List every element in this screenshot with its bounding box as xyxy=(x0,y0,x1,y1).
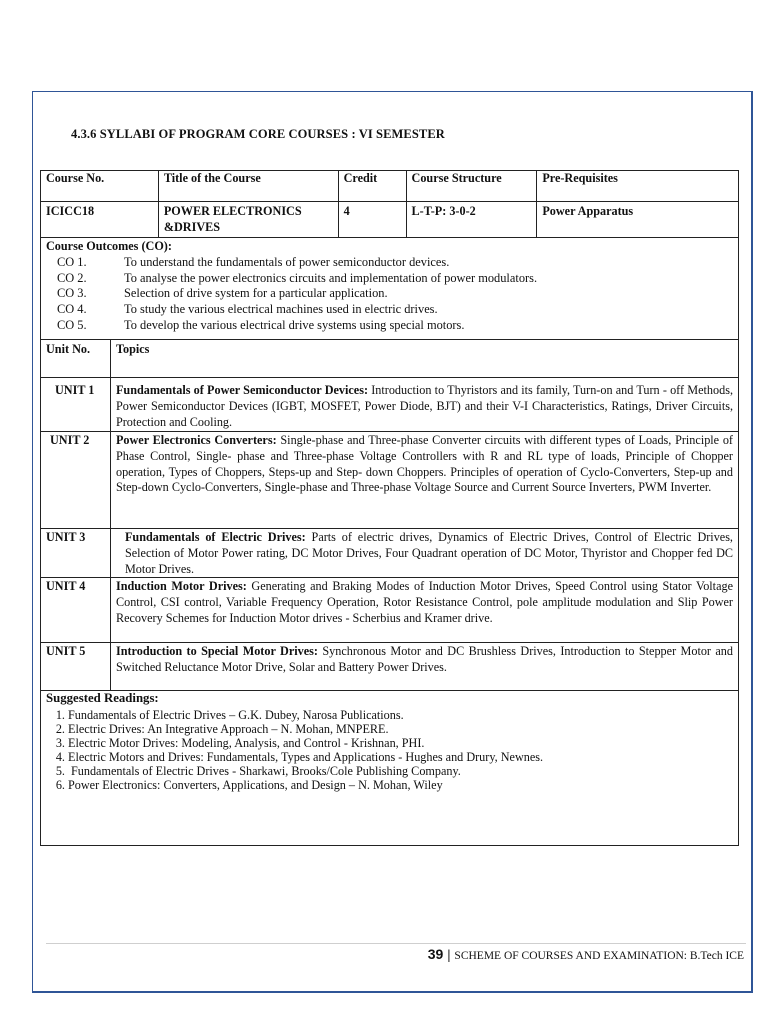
reading-item: 4. Electric Motors and Drives: Fundamentals, Types and Applications - Hughes and Drury, Newnes. xyxy=(68,750,733,764)
unit-topics xyxy=(110,578,738,643)
course-structure: L-T-P: 3-0-2 xyxy=(406,202,537,238)
reading-item: 3. Electric Motor Drives: Modeling, Analysis, and Control - Krishnan, PHI. xyxy=(68,736,733,750)
footer-text: SCHEME OF COURSES AND EXAMINATION: B.Tech ICE xyxy=(454,950,744,962)
unit-topic-text: Introduction to Thyristors and its family, Turn-on and Turn - off Methods, Power Semiconductor Devices (IGBT, MOSFET, Power Diode, BJT) and their V-I Characteristics, Ratings, Driver Circuits, Protection and Cooling. xyxy=(115,383,733,429)
co-label: CO 1. xyxy=(57,254,87,269)
unit-topic-title: Fundamentals of Power Semiconductor Devices: xyxy=(115,383,369,397)
unit-row xyxy=(41,432,739,529)
course-credit: 4 xyxy=(338,202,406,238)
unit-label: UNIT 3 xyxy=(41,529,111,578)
co-label: CO 5. xyxy=(57,317,87,332)
readings-title: Suggested Readings: xyxy=(46,691,159,706)
units-header-row xyxy=(41,340,739,378)
course-info-row xyxy=(41,202,739,238)
unit-row xyxy=(41,529,739,578)
footer-divider xyxy=(46,943,746,944)
header-unit-no: Unit No. xyxy=(41,340,111,378)
unit-topic-text: Single-phase and Three-phase Converter circuits with different types of Loads, Principle of Phase Control, Single- phase and Three-phase Voltage Controllers with R and RL type of loads, Principle of Chopper operation, Types of Choppers, Steps-up and Step- down Choppers. Principles of operation of Cyclo-Converters, Step-up and Step-down Cyclo-Converters, Single-phase and Three-phase Voltage Source and Current Source Inverters, PWM Inverter. xyxy=(115,433,733,495)
syllabus-table xyxy=(40,170,739,846)
unit-topic-text: Synchronous Motor and DC Brushless Drives, Introduction to Stepper Motor and Switched Reluctance Motor Drive, Solar and Battery Power Drives. xyxy=(115,644,733,675)
unit-row xyxy=(41,643,739,691)
unit-topics xyxy=(110,529,738,578)
unit-topic-title: Fundamentals of Electric Drives: xyxy=(124,530,306,544)
outcomes-title: Course Outcomes (CO): xyxy=(46,239,172,253)
co-item xyxy=(46,255,733,271)
section-heading: 4.3.6 SYLLABI OF PROGRAM CORE COURSES : VI SEMESTER xyxy=(71,127,445,141)
unit-topic-text: Parts of electric drives, Dynamics of Electric Drives, Control of Electric Drives, Selection of Motor Power rating, DC Motor Drives, Four Quadrant operation of DC Motor, Thyristor and Chopper fed DC Motor Drives. xyxy=(124,530,733,576)
unit-label: UNIT 5 xyxy=(41,643,111,691)
header-topics: Topics xyxy=(110,340,738,378)
unit-topics xyxy=(110,432,738,529)
course-header-row xyxy=(41,171,739,202)
suggested-readings xyxy=(41,691,739,846)
co-label: CO 3. xyxy=(57,286,87,301)
unit-label: UNIT 4 xyxy=(41,578,111,643)
co-text: To understand the fundamentals of power semiconductor devices. xyxy=(124,254,450,269)
unit-topic-title: Introduction to Special Motor Drives: xyxy=(115,644,318,659)
reading-item: 6. Power Electronics: Converters, Applications, and Design – N. Mohan, Wiley xyxy=(68,778,733,792)
header-structure: Course Structure xyxy=(406,171,537,202)
course-no: ICICC18 xyxy=(41,202,159,238)
reading-item: 1. Fundamentals of Electric Drives – G.K. Dubey, Narosa Publications. xyxy=(68,708,733,722)
co-label: CO 4. xyxy=(57,301,87,316)
header-title: Title of the Course xyxy=(158,171,338,202)
unit-topic-title: Induction Motor Drives: xyxy=(115,579,247,594)
header-course-no: Course No. xyxy=(41,171,159,202)
footer-separator: | xyxy=(447,948,451,963)
reading-item: 2. Electric Drives: An Integrative Approach – N. Mohan, MNPERE. xyxy=(68,722,733,736)
co-text: To study the various electrical machines used in electric drives. xyxy=(124,301,438,316)
course-outcomes-row xyxy=(41,238,739,340)
co-item xyxy=(46,271,733,287)
unit-topics xyxy=(110,378,738,432)
co-text: To analyse the power electronics circuits and implementation of power modulators. xyxy=(124,270,538,285)
unit-topic-text: Generating and Braking Modes of Induction Motor Drives, Speed Control using Stator Voltage Control, CSI control, Variable Frequency Operation, Rotor Resistance Control, pole amplitude modulation and Slip Power Recovery Schemes for Induction Motor drives - Scherbius and Kramer drive. xyxy=(115,579,733,625)
readings-list xyxy=(46,708,733,792)
unit-label: UNIT 2 xyxy=(41,432,111,529)
page-footer xyxy=(428,946,744,964)
reading-item: 5. Fundamentals of Electric Drives - Sharkawi, Brooks/Cole Publishing Company. xyxy=(68,764,733,778)
unit-topics xyxy=(110,643,738,691)
course-prereq: Power Apparatus xyxy=(537,202,739,238)
co-item xyxy=(46,318,733,334)
header-prereq: Pre-Requisites xyxy=(537,171,739,202)
co-item xyxy=(46,302,733,318)
co-item xyxy=(46,286,733,302)
co-text: Selection of drive system for a particular application. xyxy=(124,286,388,301)
co-text: To develop the various electrical drive systems using special motors. xyxy=(124,317,465,332)
readings-row xyxy=(41,691,739,846)
course-outcomes xyxy=(41,238,739,340)
header-credit: Credit xyxy=(338,171,406,202)
page-number: 39 xyxy=(427,946,444,962)
co-label: CO 2. xyxy=(57,270,87,285)
unit-label: UNIT 1 xyxy=(41,378,111,432)
unit-topic-title: Power Electronics Converters: xyxy=(115,433,277,447)
unit-row xyxy=(41,378,739,432)
unit-row xyxy=(41,578,739,643)
course-title: POWER ELECTRONICS &DRIVES xyxy=(158,202,338,238)
